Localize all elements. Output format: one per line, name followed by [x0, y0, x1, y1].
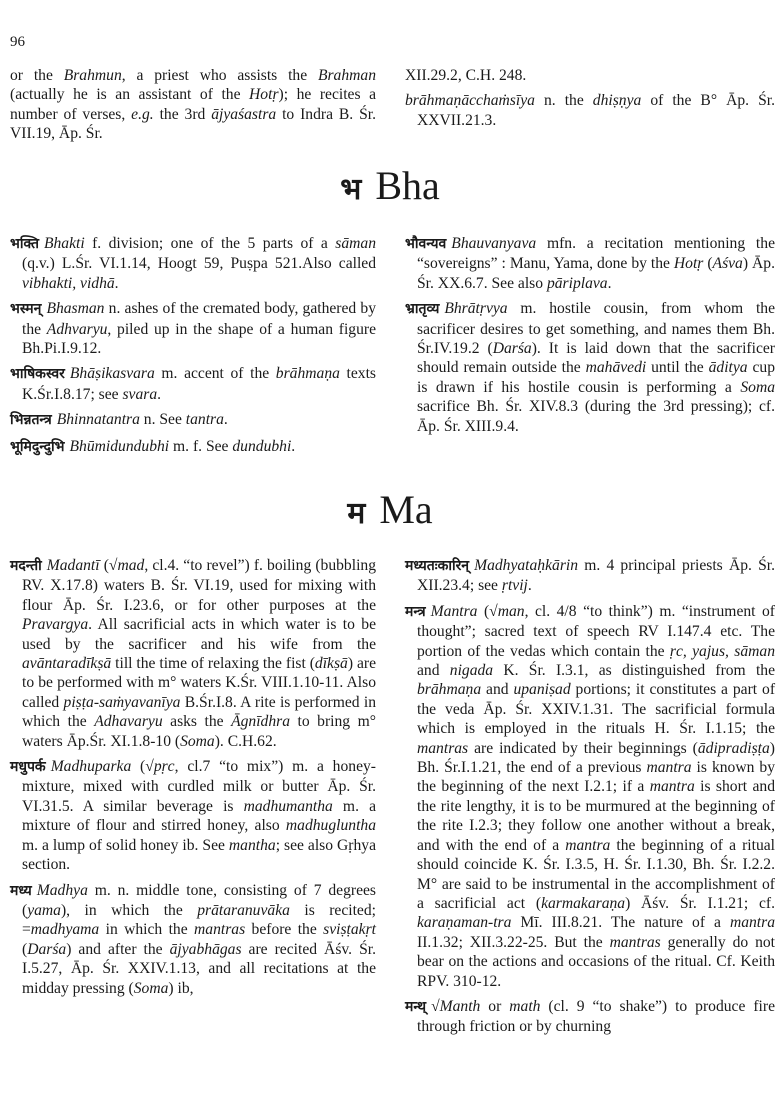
entry-text: ) are to be performed with m° waters K.Śr. VIII.1.10-11. Also called [22, 655, 376, 711]
italic-term: Adhvaryu [46, 320, 108, 338]
entry-text: before the [245, 921, 324, 939]
entry-text: are recited Āśv. Śr. I.5.27, Āp. Śr. XXIV.1.13, and all recitations at the midday pressing ( [22, 940, 376, 997]
entry-text: (√ [99, 557, 118, 574]
italic-term: math [509, 997, 541, 1015]
entry-text: m. a mixture of flour and stirred honey, also [22, 797, 376, 835]
entry-text: B.Śr.I.8. A rite is performed in which the [22, 693, 377, 731]
italic-term: mantra [729, 914, 775, 932]
entry-text: is short and the rite lengthy, it is to be murmured at the beginning of the rite I.2.3; they follow one another without a break, and with the end of a [417, 778, 775, 854]
italic-term: dīkṣā [314, 655, 348, 673]
italic-term: mantra [649, 778, 695, 796]
entry-text: asks the [162, 713, 232, 731]
dictionary-entry [10, 364, 376, 404]
entry-text: ) and after the [66, 940, 170, 958]
page-number: 96 [10, 34, 25, 50]
entry-text: II.1.32; XII.3.22-25. But the [417, 933, 610, 951]
italic-term: piṣṭa-saṁyavanīya [63, 693, 181, 711]
entry-text: and [481, 681, 514, 699]
italic-term: mantras [194, 921, 246, 939]
continued-text [10, 66, 376, 144]
italic-term: Aśva [712, 255, 743, 273]
entry-text: generally do not bear on the actions and occasions of the ritual. Cf. Keith RPV. 310-12. [417, 933, 775, 990]
entry-text: Mī. III.8.21. The nature of a [511, 914, 730, 932]
entry-text: ) Āp. Śr. XX.6.7. See also [417, 255, 775, 292]
entry-text: of the B° Āp. Śr. XXVII.21.3. [417, 92, 775, 129]
entry-text: (actually he is an assistant of the [10, 86, 250, 104]
italic-term: mantras [417, 739, 469, 757]
italic-term: Bhasman [46, 300, 105, 318]
entry-text: (q.v.) L.Śr. VI.1.14, Hoogt 59, Puṣpa 521.Also called [22, 255, 376, 273]
italic-term: Hotṛ [249, 86, 279, 104]
italic-term: brāhmaṇa [417, 681, 482, 699]
entry-text: (√ [131, 758, 154, 776]
italic-term: Manth [439, 997, 481, 1015]
entry-text: ). C.H.62. [214, 732, 277, 750]
entry-text: (cl. 9 “to shake”) to produce fire through friction or by churning [417, 997, 775, 1036]
entry-text: , cl.4. “to revel”) f. boiling (bubbling RV. X.17.8) waters B. Śr. VI.19, used for mixing with flour Āp. Śr. I.23.6, or for other purposes at the [22, 557, 376, 614]
italic-term: pāriplava [546, 274, 608, 292]
bha-entries-left [10, 234, 376, 463]
headword-devanagari: भूमिदुन्दुभि [10, 438, 65, 455]
italic-term: Darśa [27, 940, 67, 958]
entry-text: till the time of relaxing the fist ( [111, 655, 315, 673]
entry-text: until the [646, 359, 709, 377]
section-heading-devanagari: म [347, 496, 366, 531]
entry-text: . [114, 274, 119, 292]
section-heading-latin: Bha [375, 163, 440, 208]
italic-term: Soma [180, 732, 215, 750]
italic-term: vibhakti, vidhā [22, 274, 115, 292]
italic-term: karmakaraṇa [541, 894, 626, 912]
entry-text: n. ashes of the cremated body, gathered by the [22, 300, 376, 338]
italic-term: madhyama [30, 921, 100, 939]
bha-entries-right [405, 234, 775, 442]
italic-term: Āgnīdhra [231, 713, 291, 731]
entry-text: n. See [139, 411, 186, 429]
italic-term: Adhavaryu [94, 713, 163, 731]
dictionary-entry [10, 881, 376, 998]
entry-text: in which the [99, 921, 195, 939]
continuation-right [405, 66, 775, 136]
headword-devanagari: भिन्नतन्त्र [10, 412, 52, 429]
italic-term: Brahmun [63, 67, 122, 84]
italic-term: yama [27, 901, 61, 919]
italic-term: Hotṛ [673, 255, 704, 273]
italic-term: Madantī [46, 557, 100, 574]
headword-devanagari: भक्ति [10, 236, 39, 252]
entry-text: to bring m° waters Āp.Śr. XI.1.8-10 ( [22, 713, 376, 750]
italic-term: Soma [740, 378, 775, 396]
italic-term: Bhūmidundubhi [69, 437, 170, 455]
entry-text: . [527, 577, 532, 595]
italic-term: sāman [335, 235, 376, 252]
entry-text: ); he recites a number of verses, [10, 86, 376, 123]
italic-term: ṛc, yajus, sāman [669, 642, 775, 660]
entry-text: . All sacrificial acts in which water is to be used by the sacrificer and his wife from the [22, 616, 376, 653]
italic-term: nigada [449, 662, 494, 680]
dictionary-entry [10, 234, 376, 293]
entry-text: ( [703, 255, 713, 273]
entry-text: mfn. a recitation mentioning the “sovereigns” : Manu, Yama, done by the [417, 235, 775, 273]
entry-text: , cl. 4/8 “to think”) m. “instrument of thought”; sacred text of speech RV I.147.4 etc. The portion of the vedas which contain the [417, 602, 775, 660]
entry-text: ). It is laid down that the sacrificer should remain outside the [417, 340, 775, 377]
dictionary-entry [10, 556, 376, 751]
entry-text: cup is drawn if his hostile cousin is performing a [417, 359, 775, 396]
headword-devanagari: मधुपर्क [10, 759, 46, 776]
headword-devanagari: मध्य [10, 882, 32, 899]
dictionary-entry [10, 757, 376, 874]
entry-text: ), in which the [60, 901, 198, 919]
entry-text: m. a lump of solid honey ib. See [22, 836, 229, 854]
entry-text: ) ib, [168, 979, 194, 997]
section-heading-ma [0, 488, 780, 536]
italic-term: ādipradiṣṭa [697, 739, 770, 757]
dictionary-entry [10, 410, 376, 430]
section-heading-latin: Ma [379, 487, 433, 532]
dictionary-entry [405, 997, 775, 1037]
italic-term: brāhmaṇa [275, 365, 340, 383]
headword-devanagari: मध्यतःकारिन् [405, 558, 470, 574]
italic-term: mantra [565, 836, 611, 854]
italic-term: Bhakti [43, 235, 85, 252]
entry-text: to Indra B. Śr. VII.19, Āp. Śr. [10, 105, 376, 143]
italic-term: madhugluntha [285, 817, 376, 835]
entry-text: ( [22, 940, 28, 958]
italic-term: Bhauvanyava [451, 235, 537, 252]
italic-term: e.g. [131, 105, 154, 123]
headword-devanagari: भ्रातृव्य [405, 301, 440, 318]
section-heading-devanagari: भ [340, 172, 362, 207]
dictionary-entry [405, 91, 775, 130]
entry-text: ) Āśv. Śr. I.1.21; cf. [625, 894, 775, 912]
headword-devanagari: मन्थ् [405, 998, 427, 1015]
entry-text: are indicated by their beginnings ( [468, 739, 698, 757]
entry-text: the beginning of a ritual should coincide K. Śr. I.3.5, H. Śr. I.1.30, Bh. Śr. I.2.2. M° are said to be instrumental in the accomplishment of a sacrificial act ( [417, 836, 775, 912]
entry-text: XII.29.2, C.H. 248. [405, 67, 527, 84]
entry-text: or [480, 997, 510, 1015]
italic-term: mad [117, 557, 145, 574]
italic-term: mantras [609, 933, 661, 951]
italic-term: dundubhi [232, 437, 292, 455]
entry-text: . [223, 411, 228, 429]
italic-term: Soma [133, 979, 169, 997]
entry-text: texts K.Śr.I.8.17; see [22, 365, 376, 403]
italic-term: tantra [185, 411, 224, 429]
entry-text: , piled up in the shape of a human figure Bh.Pi.I.9.12. [22, 320, 377, 358]
italic-term: madhumantha [243, 797, 333, 815]
italic-term: svara [122, 385, 158, 403]
italic-term: Pravargya [22, 616, 89, 634]
italic-term: Madhuparka [50, 758, 132, 776]
entry-text: K. Śr. I.3.1, as distinguished from the [493, 662, 775, 680]
italic-term: man [497, 602, 525, 620]
entry-text: , a priest who assists the [121, 67, 318, 84]
italic-term: sviṣṭakṛt [323, 921, 376, 939]
headword-devanagari: भौवन्यव [405, 236, 447, 252]
italic-term: Madhyataḥkārin [474, 557, 579, 574]
entry-text: or the [10, 67, 64, 84]
italic-term: upaniṣad [513, 681, 571, 699]
entry-text: (√ [477, 602, 498, 620]
dictionary-entry [10, 437, 376, 457]
entry-text: . [291, 437, 296, 455]
dictionary-entry [405, 556, 775, 596]
headword-devanagari: भाषिकस्वर [10, 366, 65, 383]
entry-text: ; see also Gṛhya section. [22, 836, 376, 874]
italic-term: avāntaradīkṣā [22, 655, 112, 673]
entry-text: the 3rd [153, 105, 212, 123]
dictionary-entry [405, 299, 775, 436]
italic-term: Mantra [430, 602, 478, 620]
italic-term: Darśa [492, 340, 532, 358]
dictionary-entry [405, 234, 775, 293]
italic-term: āditya [708, 359, 748, 377]
entry-text: , cl.7 “to mix”) m. a honey-mixture, mixed with curdled milk or butter Āp. Śr. VI.31.5. A similar beverage is [22, 758, 376, 815]
italic-term: ājyabhāgas [169, 940, 242, 958]
italic-term: ṛtvij [501, 577, 528, 595]
italic-term: Madhya [36, 881, 88, 899]
italic-term: mantra [646, 759, 692, 777]
headword-devanagari: मन्त्र [405, 603, 426, 620]
ma-entries-left [10, 556, 376, 1004]
dictionary-entry [10, 299, 376, 358]
headword-devanagari: भस्मन् [10, 301, 42, 318]
entry-text: . [607, 274, 612, 292]
entry-text: and [417, 662, 450, 680]
entry-text: portions; it constitutes a part of the veda Āp. Śr. XXIV.1.31. The sacrificial formula which is employed in the rituals H. Śr. I.1.15; the [417, 681, 776, 738]
italic-term: pṛc [153, 758, 175, 776]
italic-term: mahāvedi [585, 359, 647, 377]
continuation-left [10, 66, 376, 150]
entry-text: m. n. middle tone, consisting of 7 degrees ( [22, 881, 376, 919]
entry-text: f. division; one of the 5 parts of a [84, 235, 336, 252]
entry-text: n. the [534, 92, 593, 110]
italic-term: dhiṣṇya [592, 92, 642, 110]
italic-term: Bhinnatantra [56, 411, 140, 429]
entry-text: is known by the beginning of the next I.2.1; if a [417, 759, 775, 796]
entry-text: m. hostile cousin, from whom the sacrificer desires to get something, and names them Bh. Śr.IV.19.2 ( [417, 300, 775, 358]
headword-devanagari: मदन्ती [10, 558, 42, 574]
italic-term: Bhrātṛvya [444, 300, 508, 318]
entry-text: is recited; = [22, 901, 376, 939]
italic-term: prātaranuvāka [197, 901, 290, 919]
entry-text: m. accent of the [154, 365, 276, 383]
continued-text [405, 66, 775, 85]
italic-term: Bhāṣikasvara [69, 365, 155, 383]
italic-term: Brahman [317, 67, 376, 84]
italic-term: karaṇaman-tra [417, 914, 512, 932]
entry-text: m. 4 principal priests Āp. Śr. XII.23.4; see [417, 557, 775, 595]
entry-text: sacrifice Bh. Śr. XIV.8.3 (during the 3rd pressing); cf. Āp. Śr. XIII.9.4. [417, 398, 775, 435]
section-heading-bha [0, 164, 780, 212]
italic-term: brāhmaṇācchaṁsīya [405, 92, 535, 110]
ma-entries-right [405, 556, 775, 1043]
entry-text: √ [431, 997, 440, 1015]
entry-text: m. f. See [169, 437, 233, 455]
dictionary-entry [405, 602, 775, 991]
entry-text: ) Bh. Śr.I.1.21, the end of a previous [417, 739, 775, 777]
italic-term: ājyaśastra [211, 105, 277, 123]
entry-text: . [157, 385, 162, 403]
italic-term: mantha [228, 836, 276, 854]
